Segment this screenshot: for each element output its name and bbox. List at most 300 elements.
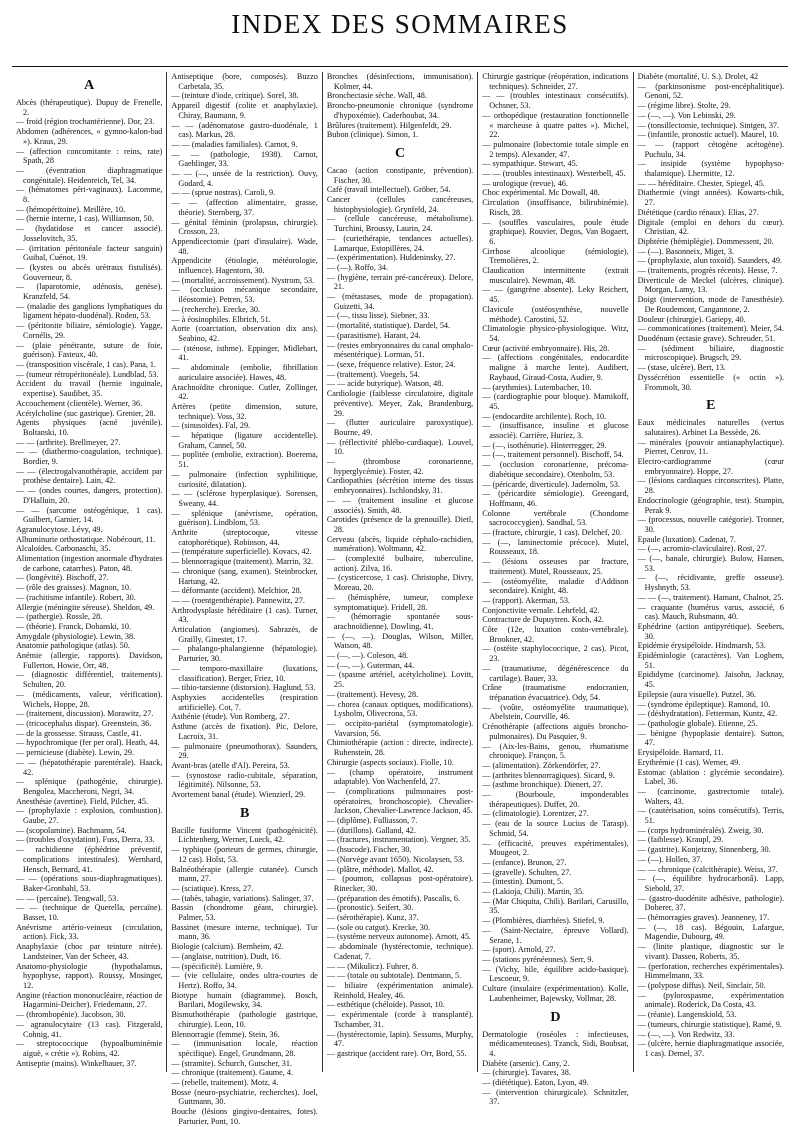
index-entry: — sympathique. Stewart, 45. — [482, 159, 578, 169]
index-entry: — (scopolamine). Bachmann, 54. — [16, 825, 127, 835]
index-entry: — pernicieuse (diabète). Lewin, 29. — [16, 748, 134, 758]
index-entry: — — (rapport cétogène acétogène). Puchulu, 34. — [637, 139, 785, 159]
index-entry: Brûlures (traitement). Hilgenfeldt, 29. — [326, 120, 452, 130]
index-entry: — (asthme bronchique). Dienert, 27. — [482, 780, 603, 790]
index-entry: — (teinture d'iode, critique). Sorel, 38. — [171, 91, 299, 101]
index-entry: Diathermie (vingt années). Kowarts-chik, 27. — [637, 188, 785, 208]
index-column-2 — [166, 72, 321, 1126]
index-entry: — (Mar Chiquita, Chili). Barilari, Carusillo, 35. — [482, 896, 629, 916]
index-entry: — (laparotomie, adénosis, genèse). Kranzfeld, 54. — [16, 282, 163, 302]
index-entry: Colonne vertébrale (Chondome sacrococcygien). Sandhal, 53. — [482, 508, 629, 528]
index-entry: — (péricarde, diverticule). Jadernolm, 53. — [482, 479, 620, 489]
index-column-5 — [633, 72, 788, 1072]
index-entry: — (péricardite sémiologie). Greengard, Hoffmann, 46. — [482, 489, 629, 508]
index-entry: — à éosinophiles. Elbrich, 51. — [171, 314, 271, 324]
index-entry: — poplitée (embolie, extraction). Boerema, 51. — [171, 450, 318, 470]
section-letter: B — [239, 805, 250, 821]
index-entry: — (tumeur rétropéritonéale). Lundblad, 53. — [16, 369, 159, 379]
index-entry: — — (hépatothérapie parentérale). Haack, 42. — [16, 757, 163, 777]
index-column-1 — [12, 72, 166, 1072]
index-entry: — (vie cellulaire, ondes ultra-courtes de Hertz). Roffo, 34. — [171, 971, 318, 990]
index-entry: — phalango-phalangienne (hépatologie). Parturier, 30. — [171, 644, 318, 664]
index-entry: — (troubles d'oxydation). Fuss, Derra, 33. — [16, 835, 155, 845]
index-entry: — gastrique (accident rare). Orr, Bord, 55. — [326, 1048, 467, 1058]
index-entry: — — (électrogalvanothérapie, accident par prothèse dentaire). Lain, 42. — [16, 466, 163, 486]
index-entry: — (—, —). Douglas, Wilson, Miller, Watson, 48. — [326, 631, 474, 651]
index-entry: — (complexité bulbaire, tuberculine, action). Zilva, 16. — [326, 554, 474, 573]
index-entry: — génital féminin (prolapsus, chirurgie). Crosson, 23. — [171, 217, 318, 237]
index-entry: — (climatologie). Lorentzer, 27. — [482, 809, 589, 819]
index-entry: Electro-cardiogramme (cœur embryonnaire). Hoppe, 27. — [637, 457, 785, 476]
index-entry: Agents physiques (acné juvénile). Boltanski, 10. — [16, 418, 163, 437]
index-entry: Dermatologie (roséoles : infectieuses, médicamenteuses). Tzanck, Sidi, Boubsat, 4. — [482, 1029, 629, 1058]
index-entry: Erythrémie (1 cas). Werner, 49. — [637, 757, 741, 767]
index-entry: — — (sprue nostras). Caroli, 9. — [171, 188, 276, 198]
index-entry: — (spasme artériel, acétylcholine). Lovitt, 25. — [326, 670, 474, 690]
index-entry: — (faiblesse). Kraupl, 29. — [637, 835, 724, 845]
index-entry: — (gastro-duodénite adhésive, pathologie). Doberer, 37. — [637, 893, 785, 913]
index-entry: — pulmonaire (pneumothorax). Saunders, 29. — [171, 741, 318, 761]
index-entry: Alcaloïdes. Carbonaschi, 35. — [16, 544, 111, 554]
index-entry: Epididyme (carcinome). Jaisohn, Jacknay, 45. — [637, 670, 785, 690]
index-entry: — — (affection alimentaire, grasse, théorie). Sternberg, 37. — [171, 198, 318, 217]
index-entry: Cerveau (abcès, liquide céphalo-rachidien, numération). Woltmann, 42. — [326, 534, 474, 554]
index-entry: — (traumatisme, dégénérescence du cartilage). Bauer, 33. — [482, 663, 629, 683]
index-entry: Conjonctivite vernale. Lehrfeld, 42. — [482, 605, 600, 615]
index-entry: — (traitement). Hevesy, 28. — [326, 689, 419, 699]
index-entry: — (champ opératoire, instrument adaptable). Von Wachenfeld, 27. — [326, 767, 474, 787]
index-entry: Crâne (traumatisme endocranien, trépanation évacuatrice). Ody, 54. — [482, 683, 629, 702]
index-entry: — rachidienne (éphédrine préventif, complications intestinales). Wernhard, Hensch, Bernard, 41. — [16, 845, 163, 874]
index-entry: — (déshydratation). Fetterman, Kuntz, 42. — [637, 709, 778, 719]
index-entry: — — (traitement insuline et glucose associés). Smith, 48. — [326, 495, 474, 515]
index-entry: — (pathergie). Rossle, 28. — [16, 612, 103, 622]
index-entry: Bosse (neuro-psychiatrie, recherches). Joel, Guttmann, 30. — [171, 1087, 318, 1107]
index-entry: — (péritonite biliaire, sémiologie). Yagge, Cornélis, 29. — [16, 321, 163, 340]
index-entry: — (fractures, instrumentation). Vergner, 35. — [326, 835, 471, 845]
index-entry: — splénique (anévrisme, opération, guérison). Lindblom, 53. — [171, 508, 318, 528]
index-entry: — (synostose radio-cubitale, séparation, légitimité). Nilsonne, 53. — [171, 770, 318, 790]
index-entry: Duodénum (ectasie grave). Schreuder, 51. — [637, 333, 776, 343]
index-entry: — (—, 18 cas). Bégouin, Lafargue, Magendie, Dubourg, 49. — [637, 922, 785, 942]
index-entry: — (ulcère, hernie diaphragmatique associée, 1 cas). Demel, 37. — [637, 1039, 785, 1058]
index-entry: — (hsucode). Fischer, 30. — [326, 845, 412, 855]
index-entry: Cirrhose alcoolique (sémiologie). Tremolières, 2. — [482, 246, 629, 266]
index-entry: — (sport). Arnold, 27. — [482, 945, 556, 955]
index-entry: — — chronique (calcithérapie). Weiss, 37. — [637, 864, 778, 874]
index-entry: — — (opérations sous-diaphragmatiques). Baker-Gronbahl, 53. — [16, 874, 163, 893]
index-entry: Epidémie érysipéloïde. Hindmarsh, 53. — [637, 641, 766, 651]
index-entry: Bassin (chondrome géant, chirurgie). Palmer, 53. — [171, 903, 318, 923]
index-entry: — (—, récidivante, greffe osseuse). Hyshnyth, 53. — [637, 573, 785, 593]
index-entry: Accident du travail (hernie inguinale, expertise). Saudibet, 35. — [16, 379, 163, 399]
index-entry: — (—, —). Von Redwitz, 33. — [637, 1029, 735, 1039]
index-entry: Bouche (lésions gingivo-dentaires, fotes). Parturier, Pont, 10. — [171, 1107, 318, 1126]
index-entry: — (Saint-Nectaire, épreuve Vollard). Serane, 1. — [482, 925, 629, 945]
index-entry: — (recherche). Erecke, 30. — [171, 304, 261, 314]
index-entry: — — (arthrite). Brellmeyer, 27. — [16, 437, 121, 447]
index-entry: Cancer (cellules cancéreuses, histophysiologie). Grynfeld, 24. — [326, 195, 474, 214]
index-entry: — (Plombières, diarrhées). Stiefel, 9. — [482, 916, 605, 926]
index-entry: — (thrombose coronarienne, hyperglycémie). Foster, 42. — [326, 457, 474, 476]
index-entry: — — (ondes courtes, dangers, protection). D'Halluin, 20. — [16, 486, 163, 505]
index-entry: — (restes embryonnaires du canal omphalo-mésentérique). Lorman, 51. — [326, 340, 474, 360]
index-entry: — (irritation péritonéale facteur sanguin) Guibal, Cuénot, 19. — [16, 243, 163, 263]
index-entry: Cardiologie (faiblesse circulatoire, digitale préventive). Meyer, Zak, Brandenburg, 29. — [326, 389, 474, 418]
index-entry: — (diplôme). Fulliasson, 7. — [326, 816, 418, 826]
index-entry: — (parasitisme). Harant, 24. — [326, 330, 421, 340]
index-entry: — (système nerveux autonome). Arnott, 45. — [326, 932, 471, 942]
index-entry: Articulation (angiomes). Sabrazès, de Grailly, Ginestet, 17. — [171, 625, 318, 644]
index-entry: Arthrodysplasie héréditaire (1 cas). Turner, 43. — [171, 605, 318, 625]
index-entry: — urologique (revue), 46. — [482, 178, 568, 188]
index-entry: — (sérothérapie). Kunz, 37. — [326, 913, 419, 923]
index-entry: — (processus, nouvelle catégorie). Tronner, 30. — [637, 515, 785, 534]
index-entry: — (Bourboule, imponderables thérapeutiques). Duffet, 20. — [482, 790, 629, 809]
index-entry: — agranulocytaire (13 cas). Fitzgerald, Cohnig, 41. — [16, 1019, 163, 1039]
index-entry: — (—, traitement personnel). Bischoff, 54. — [482, 450, 624, 460]
index-entry: Climatologie physico-physiologique. Witz, 54. — [482, 324, 629, 343]
index-entry: — (cautérisation, soins consécutifs). Terris, 51. — [637, 806, 785, 826]
index-entry: — (—, banale, chirurgie). Bulow, Hansen, 53. — [637, 554, 785, 573]
index-entry: — — (—, unsée de la restriction). Ouvy, Godard, 4. — [171, 169, 318, 188]
index-entry: — (éventration diaphragmatique congénitale). Heidenreich, Tel, 34. — [16, 165, 163, 185]
index-entry: Abcès (thérapeutique). Dupuy de Frenelle, 2. — [16, 98, 163, 117]
index-entry: — biliaire (expérimentation animale). Reinhold, Healey, 46. — [326, 980, 474, 1000]
index-entry: — (chirurgie). Tavares, 38. — [482, 1068, 571, 1078]
index-entry: — (arythmies). Lutembacher, 10. — [482, 382, 592, 392]
index-entry: — orthopédique (restauration fonctionnelle « marcheuse à quatre pattes »). Michel, 22. — [482, 110, 629, 140]
index-entry: — (curiethérapie, tendances actuelles). Lamarque, Estopillères, 24. — [326, 233, 474, 253]
title-rule — [12, 66, 788, 67]
index-entry: — (médicaments, valeur, vérification). Wichels, Hoppe, 28. — [16, 689, 163, 709]
index-entry: — (hématomes péri-vaginaux). Lacomme, 8. — [16, 185, 163, 205]
index-entry: — (thrombopénie). Jacobson, 30. — [16, 1010, 126, 1020]
index-entry: — — (adénomatose gastro-duodénale, 1 cas). Markus, 28. — [171, 120, 318, 140]
index-entry: — (stase, ulcère). Bert, 13. — [637, 363, 726, 373]
index-entry: — (hygiène, terrain pré-cancéreux). Delore, 21. — [326, 272, 474, 292]
index-entry: — minérales (pouvoir antianaphylactique). Pierret, Cenrov, 11. — [637, 437, 785, 457]
index-entry: — (affections congénitales, endocardite maligne à marche lente). Audibert, Raybaud, Giraud-Costa, Audier, 9. — [482, 353, 629, 382]
index-entry: — (sédiment biliaire, diagnostic microscopique). Brugsch, 29. — [637, 343, 785, 363]
index-entry: Avortement banal (étude). Wienzierl, 29. — [171, 790, 306, 800]
index-entry: Cardiopathies (sécrétion interne des tissus embryonnaires). Ischlondsky, 31. — [326, 476, 474, 496]
index-entry: — (infantile, pronostic actuel). Maurel, 10. — [637, 130, 779, 140]
index-entry: — (enfance). Brunon, 27. — [482, 857, 567, 867]
index-entry: Anémie (allergie, rapports). Davidson, Fullerton, Howie, Orr, 48. — [16, 651, 163, 670]
index-entry: — (Aix-les-Bains, genou, rhumatisme chronique). Françon, 5. — [482, 741, 629, 761]
index-entry: Cacao (action constipante, prévention). Fischer, 30. — [326, 165, 474, 185]
index-entry: Anatomie pathologique (atlas). 50. — [16, 641, 130, 651]
index-entry: Abdomen (adhérences, « gymno-kalon-bad »). Kraus, 29. — [16, 127, 163, 146]
index-entry: — (hémopéritoine). Meillère, 10. — [16, 204, 126, 214]
index-entry: Erysipéloïde. Barnard, 11. — [637, 748, 724, 758]
index-entry: — — (—, traitement). Hamant, Chalnot, 25. — [637, 592, 784, 602]
index-entry: — (longévité). Bischoff, 27. — [16, 573, 109, 583]
index-entry: Choc expérimental. Mc Dowall, 48. — [482, 188, 600, 198]
index-entry: — — (percaïne). Tengwall, 53. — [16, 893, 119, 903]
index-entry: — (transposition viscérale, 1 cas). Pana, 1. — [16, 359, 157, 369]
index-entry: — (traitements, progrès récents). Hesse, 7. — [637, 266, 778, 276]
index-entry: — (—, —). Guterman, 44. — [326, 660, 415, 670]
index-entry: — (hémisphère, tumeur, complexe symptomatique). Fridell, 28. — [326, 592, 474, 612]
index-entry: — (plâtre, méthode). Mallot, 42. — [326, 864, 434, 874]
index-entry: Bronches (désinfections, immunisation). Kolmer, 44. — [326, 72, 474, 91]
index-entry: — — acide butyrique). Watson, 48. — [326, 379, 444, 389]
index-entry: Bubon (clinique). Simon, 1. — [326, 130, 419, 140]
index-entry: — (eau de la source Lucius de Tarasp). Schmid, 54. — [482, 819, 629, 838]
index-entry: — abdominale (hystérectomie, technique). Cadenat, 7. — [326, 942, 474, 961]
index-entry: — (température superficielle). Kovacs, 42. — [171, 547, 312, 557]
index-column-4 — [477, 72, 632, 1107]
index-entry: — (pathologie globale). Etienne, 25. — [637, 719, 758, 728]
index-entry: — (—, équilibre hydrocarbonâ). Lapp, Siebold, 37. — [637, 874, 785, 893]
index-entry: — (diététique). Eaton, Lyon, 49. — [482, 1078, 589, 1088]
index-entry: — (théorie). Franck, Dobanski, 10. — [16, 621, 132, 631]
index-entry: Circulation (insuffisance, bilirubinémie). Risch, 28. — [482, 198, 629, 217]
index-entry: — — (sclérose hyperplasique). Sorensen, Sweany, 44. — [171, 489, 318, 508]
index-entry: — (arthrites blennorragiques). Sicard, 9. — [482, 770, 615, 780]
index-entry: Eaux médicinales naturelles (vertus salutaires). Arbinet La Bessède, 26. — [637, 418, 785, 437]
index-entry: — (hystérectomie, lapin). Sessums, Murphy, 47. — [326, 1029, 474, 1049]
index-entry: — (—, tissu lisse). Siebner, 33. — [326, 311, 430, 321]
index-entry: — (endocardite archilente). Roch, 10. — [482, 411, 607, 421]
index-entry: — (stramite). Schurch, Gutscher, 31. — [171, 1058, 293, 1068]
index-entry: — (insuffisance, insuline et glucose associé). Carrière, Huriez, 3. — [482, 421, 629, 441]
index-entry: — (rebelle, traitement). Motz, 4. — [171, 1078, 279, 1088]
index-entry: Appendicectomie (part d'insulaire). Wade, 48. — [171, 236, 318, 256]
index-entry: Avant-bras (atelle d'Al). Pereira, 53. — [171, 760, 290, 770]
index-entry: — froid (région trochantérienne). Dor, 23. — [16, 117, 155, 127]
index-entry: Appareil digestif (colite et anaphylaxie). Chiray, Baumann, 9. — [171, 101, 318, 120]
index-entry: — (traitement, discussion). Morawitz, 27. — [16, 709, 154, 719]
index-entry: — (préparation des émotifs). Pascalis, 6. — [326, 893, 461, 903]
index-entry: Digitale (emploi en dehors du cœur). Christian, 42. — [637, 217, 785, 237]
index-entry: Epidémiologie (caractères). Van Loghem, 51. — [637, 651, 785, 670]
index-entry: — (kystes ou abcès urétraux fistulisés). Gouverneur, 8. — [16, 262, 163, 282]
index-entry: — hypochromique (fer per oral). Heath, 44. — [16, 738, 160, 748]
index-entry: Diphtérie (hémiplégie). Dommessent, 20. — [637, 236, 774, 246]
index-entry: — — (pathologie, 1938). Carnot, Gaehlinger, 33. — [171, 149, 318, 169]
index-entry: — (diagnostic différentiel, traitements). Schulten, 20. — [16, 670, 163, 690]
index-entry: Côte (12e, luxation costo-vertébrale). Brookner, 42. — [482, 625, 629, 644]
index-entry: — streptococcique (hypoalbuminémie aiguë, « crétie »). Robins, 42. — [16, 1039, 163, 1058]
index-entry: — (—, —). Coleson, 48. — [326, 651, 409, 661]
index-entry: — (cysticercose, 1 cas). Christophe, Divry, Moreau, 20. — [326, 573, 474, 593]
index-entry: Agranulocytose. Lévy, 49. — [16, 524, 103, 534]
index-entry: Douleur (chirurgie). Gariepy, 40. — [637, 314, 746, 324]
index-entry: Claudication intermittente (extrait musculaire). Newman, 48. — [482, 266, 629, 285]
index-entry: — (pylorospasme, expérimentation animale). Roderick, Da Costa, 43. — [637, 990, 785, 1010]
index-entry: Albuminurie orthostatique. Nobécourt, 11. — [16, 534, 156, 544]
index-entry: — pulmonaire (infection syphilitique, curiosité, dilatation). — [171, 469, 318, 489]
index-entry: — typhique (porteurs de germes, chirurgie, 12 cas). Holst, 53. — [171, 845, 318, 864]
index-entry: Antiseptie (mains). Winkelbauer, 37. — [16, 1058, 137, 1068]
index-entry: — (plaie pénétrante, suture de foie, guérison). Fasteux, 40. — [16, 340, 163, 360]
index-entry: — (mortalité, statistique). Dardel, 54. — [326, 321, 451, 331]
index-entry: — (Lakioja, Chili). Martin, 35. — [482, 887, 585, 897]
index-entry: — (hydatidose et cancer associé). Josselovitch, 35. — [16, 224, 163, 243]
index-entry: Artères (petite dimension, suture, technique). Voss, 32. — [171, 401, 318, 421]
index-entry: — (Vichy, bile, équilibre acido-basique). Lescoeur, 9. — [482, 964, 629, 984]
index-entry: — (linite plastique, diagnostic sur le vivant). Dassen, Roberts, 35. — [637, 942, 785, 961]
index-entry: — — (totale ou subtotale). Dentmann, 5. — [326, 971, 462, 981]
index-entry: — (maladie des ganglions lymphatiques du ligament hépato-duodénal). Roden, 53. — [16, 301, 163, 321]
index-entry: Anesthésie (avertine). Field, Pilcher, 45. — [16, 796, 148, 806]
page-title: INDEX DES SOMMAIRES — [231, 9, 569, 39]
index-entry: — (—, acromio-claviculaire). Rost, 27. — [637, 544, 767, 554]
index-entry: — — (Mikulicz). Fuhrer, 8. — [326, 961, 419, 971]
index-entry: Biotype humain (diagramme). Bosch, Barilari, Mogilewsky, 34. — [171, 990, 318, 1010]
index-entry: — (anglaise, nutrition). Dudt, 16. — [171, 951, 282, 961]
index-entry: — — (technique de Querella, percaïne). Basset, 10. — [16, 903, 163, 923]
index-entry: Cœur (activité embryonnaire). His, 28. — [482, 343, 610, 353]
index-entry: — blennorragique (traitement). Marrin, 32. — [171, 557, 314, 567]
index-entry: — (spécificité). Lumière, 9. — [171, 961, 263, 971]
index-entry: Alimentation (ingestion anormale d'hydrates de carbone, catarrhes). Paton, 48. — [16, 554, 163, 573]
index-entry: — (cellule cancéreuse, métabolisme). Turchini, Broussy, Laurin, 24. — [326, 214, 474, 234]
index-entry: — (poumon, collapsus post-opératoire). Rinecker, 30. — [326, 874, 474, 893]
index-entry: — splénique (pathogénie, chirurgie). Bengolea, Maccheroni, Negri, 34. — [16, 777, 163, 796]
index-entry: — (gravelle). Schulten, 27. — [482, 867, 572, 877]
index-entry: — (prophylaxie, alun toxoïd). Saunders, 49. — [637, 256, 783, 266]
index-entry: — (tabès, tabagie, variations). Salinger, 37. — [171, 893, 314, 903]
index-entry: — (intervention chirurgicale). Schnitzler, 37. — [482, 1087, 629, 1107]
index-entry: — — (gangrène absente). Leky Reichert, 45. — [482, 285, 629, 305]
index-entry: — (hémorragie spontanée sous-arachnoïdienne). Dowling, 41. — [326, 612, 474, 631]
index-entry: — expérimentale (corde à transplanté). Tschamber, 31. — [326, 1010, 474, 1029]
index-entry: — (mortalité, accroissement). Nystrom, 53. — [171, 275, 315, 285]
index-entry: — (rapport). Akerman, 53. — [482, 595, 570, 605]
index-entry: Bronchectasie sèche. Wall, 48. — [326, 91, 427, 101]
index-entry: Chimiothérapie (action : directe, indirecte). Ruhenstein, 28. — [326, 738, 474, 758]
index-entry: — (corps hydrominéralés). Zweig, 30. — [637, 825, 764, 835]
index-entry: — (flutter auriculaire paroxystique). Bourne, 49. — [326, 418, 474, 437]
index-entry: — (—). Hollen, 37. — [637, 854, 703, 864]
index-entry: — (rôle des graisses). Magnon, 10. — [16, 583, 132, 593]
index-entry: — (immunisation locale, réaction spécifique). Engel, Grundmann, 28. — [171, 1039, 318, 1058]
index-entry: — (pronostic). Seifert, 30. — [326, 903, 414, 913]
index-entry: — (—, isothénurie). Hinterregger, 29. — [482, 440, 607, 450]
index-entry: — (fracture, chirurgie, 1 cas). Delchef, 20. — [482, 528, 622, 538]
index-entry: Asphyxies accidentelles (respiration artificielle). Cot, 7. — [171, 693, 318, 712]
index-entry: — (traitement). Voegels, 54. — [326, 369, 420, 379]
index-entry: — — (diathermo-coagulation, technique). Bordier, 9. — [16, 447, 163, 467]
index-entry: Anatomo-physiologie (hypothalamus, hypophyse, rapport). Roussy, Mosinger, 12. — [16, 961, 163, 990]
index-entry: — (gastrite). Konjetzny, Sinnenberg, 30. — [637, 845, 771, 855]
index-entry: — craquante (humérus varus, associé, 6 cas). Mauch, Rubsmann, 40. — [637, 602, 785, 622]
index-entry: Clavicule (ostéosynthèse, nouvelle méthode). Carostini, 52. — [482, 304, 629, 324]
index-entry: Anaphylaxie (choc par teinture nitrée). Landsteiner, Van der Scheer, 43. — [16, 942, 163, 961]
index-entry: — déformante (accident). Melchior, 28. — [171, 586, 302, 596]
index-column-3 — [322, 72, 477, 1072]
index-entry: — (expérimentation). Huldeninsky, 27. — [326, 253, 456, 263]
index-entry: Estomac (ablation : glycémie secondaire). Label, 36. — [637, 767, 785, 787]
index-entry: — (Norvège avant 1650). Nicolaysen, 53. — [326, 854, 465, 864]
index-entry: Chirurgie (aspects sociaux). Fiolle, 10. — [326, 757, 454, 767]
index-entry: Blennorragie (femme). Stein, 36. — [171, 1029, 280, 1039]
section-letter: A — [84, 78, 95, 93]
index-entry: — (—). Roffo, 34. — [326, 262, 389, 272]
index-entry: Dyssécrétion essentielle (« octin »). Frommolt, 30. — [637, 372, 785, 392]
index-entry: Epaule (luxation). Cadenat, 7. — [637, 534, 736, 544]
index-entry: — (occlusion mécanique secondaire, iléostomie). Petren, 53. — [171, 285, 318, 305]
index-entry: — (durillons). Galland, 42. — [326, 825, 416, 835]
index-entry: — abdominale (embolie, fibrillation auriculaire associée). Hawes, 48. — [171, 363, 318, 382]
index-entry: — (polypose diffus). Neil, Sinclair, 50. — [637, 980, 766, 990]
index-entry: Epilepsie (aura visuelle). Putzel, 36. — [637, 689, 757, 699]
index-entry: — (voûte, ostéomyélite traumatique). Abelstein, Courville, 46. — [482, 702, 629, 722]
index-entry: Diabète (mortalité, U. S.). Drolet, 42 — [637, 72, 759, 81]
index-entry: — commonicationes (traitement). Meier, 54. — [637, 324, 784, 334]
index-entry: Arachnoïdite chronique. Cutler, Zollinger, 42. — [171, 382, 318, 402]
index-entry: Asthénie (étude). Von Romberg, 27. — [171, 712, 290, 722]
index-entry: — (métastases, mode de propagation). Guizetti, 34. — [326, 292, 474, 311]
index-entry: — pulmonaire (lobectomie totale simple en 2 temps). Alexander, 47. — [482, 139, 629, 159]
index-entry: — (—, laminectomie précoce). Mutel, Rousseaux, 18. — [482, 537, 629, 557]
index-entry: Arthrite (streptocoque, vitesse catophorétique). Robinson, 44. — [171, 528, 318, 547]
index-entry: Amygdale (physiologie). Lewin, 38. — [16, 631, 136, 641]
index-entry: — — (troubles intestinaux consécutifs). Ochsner, 53. — [482, 91, 629, 111]
index-entry: — (lésions cardiaques circonscrites). Platte, 28. — [637, 476, 785, 496]
index-entry: Bismuthothérapie (pathologie gastrique, chirurgie). Leon, 10. — [171, 1010, 318, 1029]
index-entry: — (prophylaxie : explosion, combustion). Gaube, 27. — [16, 806, 163, 826]
index-entry: Diverticule de Meckel (ulcères, clinique). Morgan, Lamy, 13. — [637, 275, 785, 295]
index-entry: Asthme (accès de fixation). Pic, Delore, Lacroix, 31. — [171, 722, 318, 741]
index-entry: Doigt (intervention, mode de l'anesthésie). De Roudemont, Cangannone, 2. — [637, 295, 785, 314]
index-entry: Diabète (arsenic). Cany, 2. — [482, 1058, 570, 1068]
index-entry: — chronique (sang, examen). Steinbrocker, Hartung, 42. — [171, 566, 318, 586]
index-entry: — hépatique (ligature accidentelle). Graham, Cannel, 50. — [171, 431, 318, 450]
index-entry: — (intestin). Dumont, 5. — [482, 877, 564, 887]
index-entry: — (carcinome, gastrectomie totale). Walters, 43. — [637, 786, 785, 806]
index-entry: — (parkinsonisme post-encéphalitique). Genoni, 52. — [637, 81, 785, 101]
index-entry: Café (travail intellectuel). Gröber, 54. — [326, 185, 451, 195]
index-entry: — occipito-pariétal (symptomatologie). Vavarsion, 56. — [326, 719, 474, 738]
index-entry: — tibio-tarsienne (distorsion). Haglund, 53. — [171, 683, 316, 693]
index-entry: — (affection concomitante : reins, rate) Spath, 28 — [16, 146, 163, 166]
index-entry: — (complications pulmonaires post-opératoires, bronchoscopie). Chevalier-Jackson, Chevalier-Lawrence Jackson, 45. — [326, 786, 474, 816]
index-entry: Bassinet (mesure interne, technique). Tur mann, 36. — [171, 922, 318, 942]
index-entry: — (réanie). Langenskiold, 53. — [637, 1010, 737, 1020]
index-entry: Ephédrine (action antipyrétique). Seebers, 30. — [637, 621, 785, 641]
section-letter: E — [706, 398, 716, 414]
index-entry: — (cardiographie pour bloque). Mamikoff, 45. — [482, 392, 629, 411]
index-entry: — (sole ou catgut). Krecke, 30. — [326, 922, 431, 932]
index-entry: — (occlusion coronarienne, précoma-diabétique secondaire). Otenholm, 53. — [482, 460, 629, 479]
index-entry: Aorte (coarctation, observation dix ans). Seabino, 42. — [171, 324, 318, 343]
index-entry: — (tonsillectomie, technique). Sintgen, 37. — [637, 120, 780, 130]
index-entry: — — (troubles intestinaux). Westerbell, 45. — [482, 169, 626, 179]
index-entry: — (stations pyrénéennes). Serr, 9. — [482, 954, 594, 964]
index-entry: Appendicite (étiologie, météorologie, influence). Hagentorn, 30. — [171, 256, 318, 276]
index-entry: Antiseptique (bore, composés). Buzzo Carbetala, 35. — [171, 72, 318, 91]
index-entry: — (souffles vasculaires, poule étude graphique). Rouvier, Degos, Van Bogaert, 6. — [482, 217, 629, 246]
index-entry: — (sexe, fréquence relative). Estor, 24. — [326, 359, 456, 369]
index-entry: Culture (insulaire (expérimentation). Kolle, Laubenheimer, Bajewsky, Vollmar, 28. — [482, 984, 629, 1003]
index-entry: — (tricocephalus dispar). Greenstein, 36. — [16, 719, 152, 728]
index-entry: — bénigne (hypoplasie dentaire). Sutton, 47. — [637, 728, 785, 748]
index-entry: — chronique (traitement). Gaume, 4. — [171, 1068, 294, 1078]
index-entry: — (tumeurs, chirurgie statistique). Ramé, 9. — [637, 1019, 782, 1029]
index-entry: — (réflectivité phlébo-cardiaque). Louvel, 10. — [326, 437, 474, 457]
index-entry: — (sténose, isthme). Eppinger, Midlebart, 41. — [171, 343, 318, 363]
index-entry: Chirurgie gastrique (réopération, indications techniques). Schneider, 27. — [482, 72, 629, 91]
index-entry: — — (sarcome ostéogénique, 1 cas). Guilbert, Garnier, 14. — [16, 505, 163, 525]
index-entry: Endocrinologie (géographie, test). Stumpin, Perak 9. — [637, 495, 785, 515]
index-entry: — (sinusoïdes). Fal, 29. — [171, 421, 251, 431]
index-entry: — — héréditaire. Chester, Spiegel, 45. — [637, 178, 765, 188]
